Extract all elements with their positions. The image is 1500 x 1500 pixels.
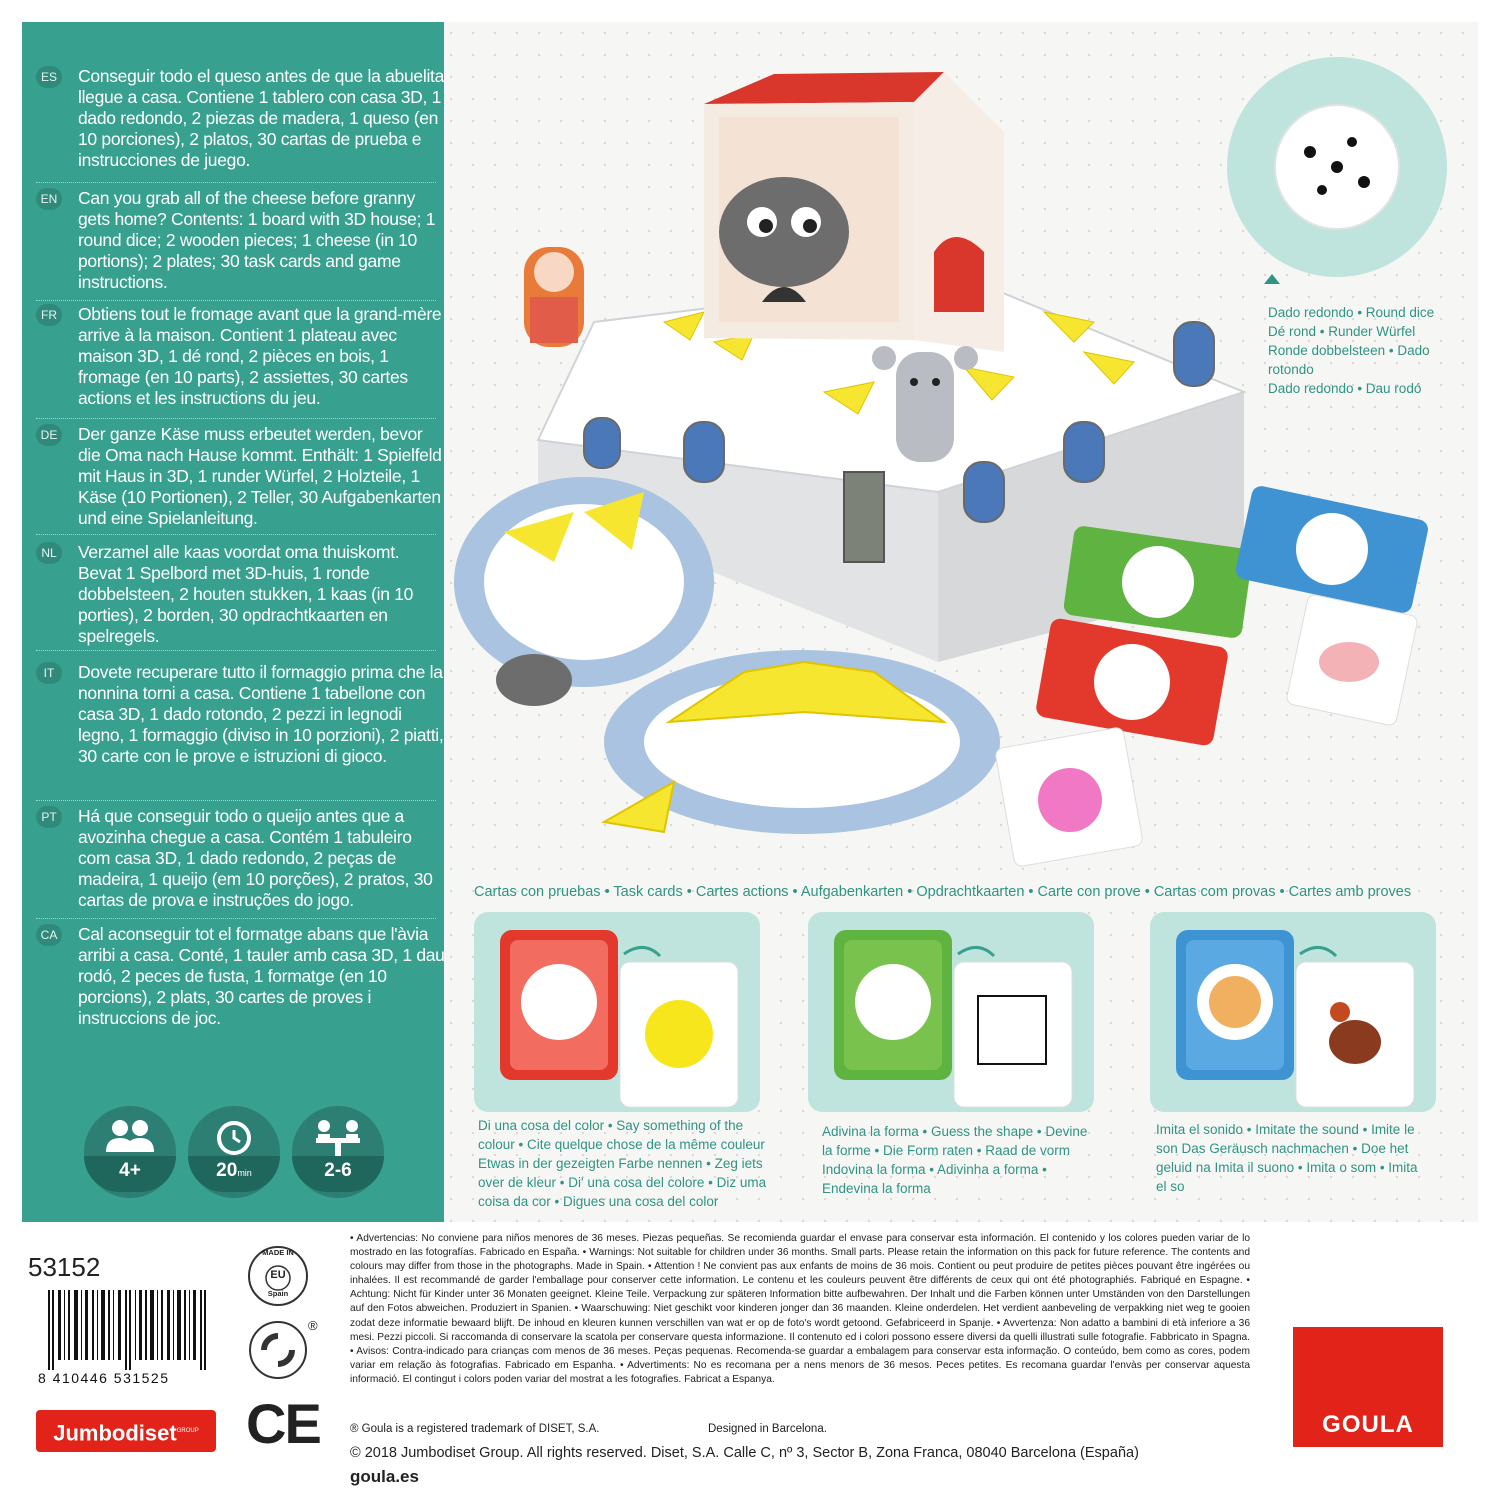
cat-face-icon (719, 177, 849, 287)
lang-text: Der ganze Käse muss erbeutet werden, bevor die Oma nach Hause kommt. Enthält: 1 Spielfeld mit Haus in 3D, 1 runder Würfel, 2 Holzteile, 1 Käse (10 Portionen), 2 Teller, 30 Aufgabenkarten und eine Spielanleitung. (78, 424, 442, 528)
players-value: 4+ (84, 1156, 176, 1192)
divider (36, 918, 436, 919)
task-desc-shape: Adivina la forma • Guess the shape • Devine la forme • Die Form raten • Raad de vorm Indovina la forma • Adivinha a forma • Endevina la forma (822, 1124, 1088, 1196)
flower-shape-icon (1038, 768, 1102, 832)
age-badge (292, 1106, 384, 1198)
copyright-text: © 2018 Jumbodiset Group. All rights reserved. Diset, S.A. Calle C, nº 3, Sector B, Zona Franca, 08040 Barcelona (España) (350, 1445, 1139, 1461)
made-in-label: MADE IN (262, 1248, 294, 1257)
task-panel-shape (808, 912, 1094, 1112)
house-door (844, 472, 884, 562)
dice-bubble (1227, 57, 1447, 284)
lang-tag: IT (36, 662, 62, 684)
lang-tag: ES (36, 66, 62, 88)
age-value: 2-6 (292, 1156, 384, 1192)
barcode (40, 1290, 216, 1370)
lang-text: Verzamel alle kaas voordat oma thuiskomt. Bevat 1 Spelbord met 3D-huis, 1 ronde dobbelsteen, 2 houten stukken, 1 kaas (in 10 porties), 2 borden, 30 opdrachtkaarten en spelregels. (78, 542, 414, 646)
players-icon (84, 1118, 176, 1158)
jumbodiset-logo-text: Jumbodiset (53, 1420, 177, 1446)
yellow-shape-icon (645, 1000, 713, 1068)
lang-text: Cal aconseguir tot el formatge abans que l'àvia arribi a casa. Conté, 1 tauler amb casa 3D, 1 dau rodó, 2 peces de fusta, 1 formatge (en 10 porcions), 2 plats, 30 cartes de proves i instruccions de joc. (78, 924, 445, 1028)
pig-icon (1319, 642, 1379, 682)
granny-wooden-piece (524, 247, 584, 347)
website-link[interactable]: goula.es (350, 1467, 419, 1486)
time-number: 20 (216, 1160, 238, 1181)
lang-tag: PT (36, 806, 62, 828)
dice-caption-line: Ronde dobbelsteen • Dado rotondo (1268, 343, 1430, 377)
task-cards-caption: Cartas con pruebas • Task cards • Cartes actions • Aufgabenkarten • Opdrachtkaarten • Carte con prove • Cartas com provas • Cartes amb proves (474, 884, 1412, 900)
players-badge (84, 1106, 176, 1198)
made-in-eu: EU (270, 1269, 286, 1281)
dice-caption (1268, 303, 1478, 398)
cat-face-icon (496, 654, 572, 706)
dice-caption-line: Dé rond • Runder Würfel (1268, 324, 1416, 339)
trademark-text: ® Goula is a registered trademark of DISET, S.A. (350, 1423, 600, 1435)
jumbodiset-group-text: GROUP (176, 1428, 199, 1434)
jumbodiset-logo (36, 1410, 216, 1452)
lang-tag: FR (36, 304, 62, 326)
designed-text: Designed in Barcelona. (708, 1423, 827, 1435)
lang-text: Dovete recuperare tutto il formaggio prima che la nonnina torni a casa. Contiene 1 tabellone con casa 3D, 1 dado rotondo, 2 pezzi in legnodi legno, 1 formaggio (diviso in 10 porzioni), 2 piatti, 30 carte con le prove e istruzioni di gioco. (78, 662, 444, 766)
time-unit: min (237, 1168, 252, 1178)
goula-logo (1293, 1327, 1443, 1447)
product-code: 53152 (28, 1252, 101, 1282)
lang-tag: EN (36, 188, 62, 210)
task-panel-colour (474, 912, 760, 1112)
divider (36, 534, 436, 535)
game-scene-illustration (444, 22, 1478, 872)
lang-text: Conseguir todo el queso antes de que la abuelita llegue a casa. Contiene 1 tablero con casa 3D, 1 dado redondo, 2 piezas de madera, 1 queso (en 10 porciones), 2 platos, 30 cartas de prueba e instrucciones de juego. (78, 66, 445, 170)
lang-text: Há que conseguir todo o queijo antes que a avozinha chegue a casa. Contém 1 tabuleiro com casa 3D, 1 dado redondo, 2 peças de madeira, 1 queijo (em 10 porções), 2 pratos, 30 cartas de prova e instruções do jogo. (78, 806, 433, 910)
lang-tag: NL (36, 542, 62, 564)
lang-text: Can you grab all of the cheese before granny gets home? Contents: 1 board with 3D house; 1 round dice; 2 wooden pieces; 1 cheese (in 10 portions); 2 plates; 30 task cards and game instructions. (78, 188, 436, 292)
made-in-country: Spain (267, 1289, 289, 1298)
task-desc-colour: Di una cosa del color • Say something of the colour • Cite quelque chose de la même couleur Etwas in der gezeigten Farbe nennen • Zeg iets over de kleur • Di' una cosa del colore • Diz uma coisa da cor • Digues una cosa del color (478, 1118, 767, 1209)
time-badge (188, 1106, 280, 1198)
warnings-text: • Advertencias: No conviene para niños menores de 36 meses. Piezas pequeñas. Se recomienda guardar el envase para conservar esta información. El contenido y los colores pueden variar de lo mostrado en las fotografías. Fabricado en España. • Warnings: Not suitable for children under 36 months. Small parts. Please retain the information on this pack for future reference. The contents and colours may differ from those in the photographs. Made in Spain. • Attention ! Ne convient pas aux enfants de moins de 36 mois. Contient ou peut produire de petites pièces pouvant être ingérées ou inhalées. Il est recommandé de garder l'emballage pour conserver cette information. Le contenu et les couleurs peuvent être différents de ceux qui ont été photographiés. Fabriqué en Espagne. • Achtung: Nicht für Kinder unter 36 Monaten geeignet. Kleine Teile. Verpackung zur späteren Information bitte aufbewahren. Der Inhalt und die Farben können unter Umständen von den Darstellungen auf den Fotos abweichen. Produziert in Spanien. • Waarschuwing: Niet geschikt voor kinderen jonger dan 36 maanden. Kleine onderdelen. Het verdient aanbeveling de verpakking niet weg te gooien zodat deze informatie bewaard blijft. De inhoud en kleuren kunnen verschillen van wat er op de foto's wordt getoond. Gefabriceerd in Spanje. • Avvertenza: Non adatto a bambini di età inferiore a 36 mesi. Pezzi piccoli. Si raccomanda di conservare la scatola per conservare questa informazione. Il contenuto ed i colori possono essere diversi da quelli illustrati sulle fotografie. Fabbricato in Spagna. • Avisos: Contra-indicado para crianças com menos de 36 meses. Peças pequenas. Recomenda-se guardar a embalagem para conservar esta informação. O conteúdo, bem como as cores, podem variar em relação às fotografias. Fabricado em Espanha. • Advertiments: No es recomana per a nens menors de 36 mesos. Peces petites. Es recomana guardar l'envàs per conservar aquesta informació. El contingut i colors poden variar del mostrat a les fotografies. Fabricat a Espanya. (350, 1233, 1250, 1385)
dice-caption-line: Dado redondo • Dau rodó (1268, 381, 1422, 396)
divider (36, 418, 436, 419)
plate-bottom (604, 650, 1000, 834)
clock-icon (188, 1118, 280, 1158)
registered-mark: ® (308, 1318, 318, 1333)
lang-text: Obtiens tout le fromage avant que la grand-mère arrive à la maison. Contient 1 plateau avec maison 3D, 1 dé rond, 2 pièces en bois, 1 fromage (en 10 parts), 2 assiettes, 30 cartes actions et les instructions du jeu. (78, 304, 442, 408)
ce-mark: CE (246, 1392, 320, 1455)
barcode-number: 8 410446 531525 (38, 1370, 170, 1386)
goula-logo-text: GOULA (1322, 1411, 1414, 1438)
divider (36, 182, 436, 183)
divider (36, 650, 436, 651)
child-at-table-icon (292, 1118, 384, 1158)
language-panel (22, 22, 444, 1222)
cube-house (704, 72, 1004, 352)
divider (36, 800, 436, 801)
task-desc-sound: Imita el sonido • Imitate the sound • Imite le son Das Geräusch nachmachen • Doe het geluid na Imita il suono • Imita o som • Imita el so (1156, 1122, 1418, 1194)
dice-caption-line: Dado redondo • Round dice (1268, 305, 1435, 320)
divider (36, 300, 436, 301)
green-dot-recycle-icon (246, 1318, 316, 1380)
task-panel-sound (1150, 912, 1436, 1112)
lang-tag: DE (36, 424, 62, 446)
lang-tag: CA (36, 924, 62, 946)
rooster-icon (1329, 1020, 1381, 1064)
